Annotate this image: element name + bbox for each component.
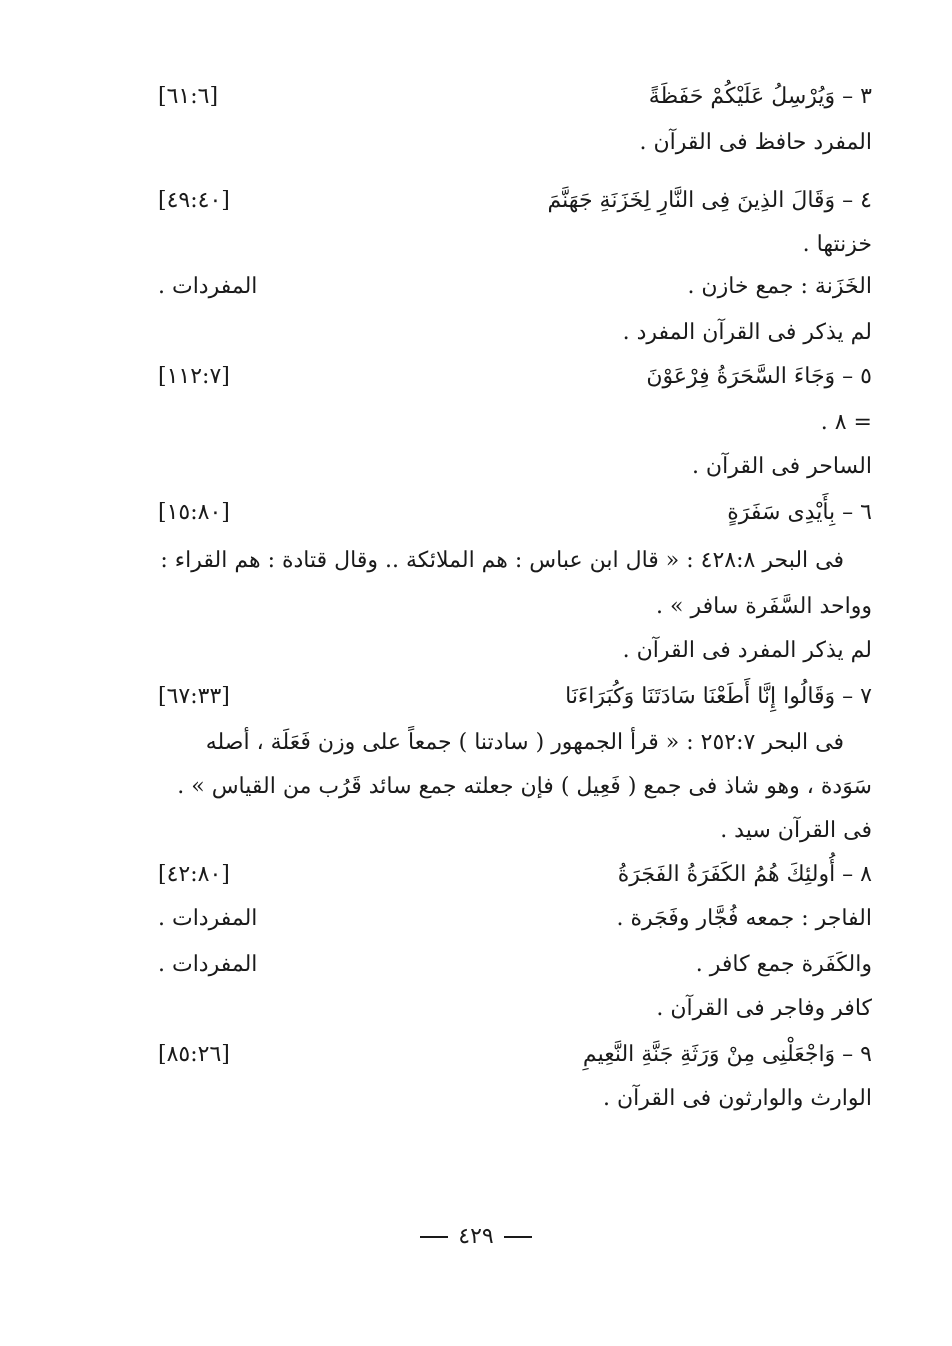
verse-reference: [٤٩:٤٠]	[158, 188, 230, 213]
line-text: ٤ – وَقَالَ الذِينَ فِى النَّارِ لِخَزَنَةِ جَهَنَّمَ	[547, 188, 872, 213]
line-text: فى القرآن سيد .	[720, 818, 872, 843]
text-line	[150, 490, 872, 536]
line-text: ٩ – وَاجْعَلْنِى مِنْ وَرَثَةِ جَنَّةِ النَّعِيمِ	[582, 1042, 872, 1067]
text-line	[150, 354, 872, 400]
line-text: لم يذكر المفرد فى القرآن .	[622, 638, 872, 663]
text-line	[150, 310, 872, 356]
verse-reference: [٦١:٦]	[158, 84, 219, 109]
verse-reference: [٤٢:٨٠]	[158, 862, 230, 887]
line-text: الفاجر : جمعه فُجَّار وفَجَرة .	[616, 906, 872, 931]
text-line	[150, 986, 872, 1032]
text-line	[150, 222, 872, 268]
text-line	[150, 400, 872, 446]
text-line	[150, 178, 872, 224]
text-line	[150, 1032, 872, 1078]
line-text: فى البحر ٤٢٨:٨ : « قال ابن عباس : هم الملائكة .. وقال قتادة : هم القراء :	[160, 548, 844, 573]
line-text: فى البحر ٢٥٢:٧ : « قرأ الجمهور ( سادتنا ) جمعاً على وزن فَعَلَة ، أصله	[205, 730, 844, 755]
source-note: المفردات .	[158, 952, 258, 977]
line-text: لم يذكر فى القرآن المفرد .	[622, 320, 872, 345]
line-text: ٨ – أُولئِكَ هُمُ الكَفَرَةُ الفَجَرَةُ	[617, 862, 872, 887]
verse-reference: [٨٥:٢٦]	[158, 1042, 230, 1067]
line-text: وواحد السَّفَرة سافر » .	[656, 594, 872, 619]
text-line	[150, 628, 872, 674]
line-text: الخَزَنة : جمع خازن .	[687, 274, 872, 299]
line-text: الساحر فى القرآن .	[691, 454, 872, 479]
text-line	[150, 74, 872, 120]
line-text: ٧ – وَقَالُوا إِنَّا أَطَعْنَا سَادَتَنَا وَكُبَرَاءَنَا	[565, 684, 872, 709]
text-line	[150, 538, 844, 584]
text-line	[150, 720, 844, 766]
text-line	[150, 1076, 872, 1122]
page-number: ٤٢٩	[458, 1224, 494, 1249]
line-text: ٥ – وَجَاءَ السَّحَرَةُ فِرْعَوْنَ	[646, 364, 872, 389]
line-text: الوارث والوارثون فى القرآن .	[603, 1086, 872, 1111]
text-line	[150, 264, 872, 310]
text-line	[150, 764, 872, 810]
page-footer	[0, 1224, 952, 1249]
source-note: المفردات .	[158, 906, 258, 931]
source-note: المفردات .	[158, 274, 258, 299]
text-line	[150, 896, 872, 942]
footer-dash-right	[504, 1236, 532, 1238]
footer-dash-left	[420, 1236, 448, 1238]
text-line	[150, 674, 872, 720]
verse-reference: [١٥:٨٠]	[158, 500, 230, 525]
text-line	[150, 852, 872, 898]
text-line	[150, 444, 872, 490]
line-text: المفرد حافظ فى القرآن .	[639, 130, 872, 155]
line-text: خزنتها .	[802, 232, 872, 257]
text-line	[150, 120, 872, 166]
line-text: سَوَدة ، وهو شاذ فى جمع ( فَعِيل ) فإن جعلته جمع سائد قَرُب من القياس » .	[177, 774, 872, 799]
verse-reference: [١١٢:٧]	[158, 364, 230, 389]
line-text: والكَفَرة جمع كافر .	[695, 952, 872, 977]
text-line	[150, 942, 872, 988]
line-text: = ٨ .	[820, 410, 872, 435]
line-text: ٦ – بِأَيْدِى سَفَرَةٍ	[727, 500, 872, 525]
text-line	[150, 808, 872, 854]
line-text: كافر وفاجر فى القرآن .	[656, 996, 872, 1021]
line-text: ٣ – وَيُرْسِلُ عَلَيْكُمْ حَفَظَةً	[648, 84, 872, 109]
verse-reference: [٦٧:٣٣]	[158, 684, 230, 709]
text-line	[150, 584, 872, 630]
